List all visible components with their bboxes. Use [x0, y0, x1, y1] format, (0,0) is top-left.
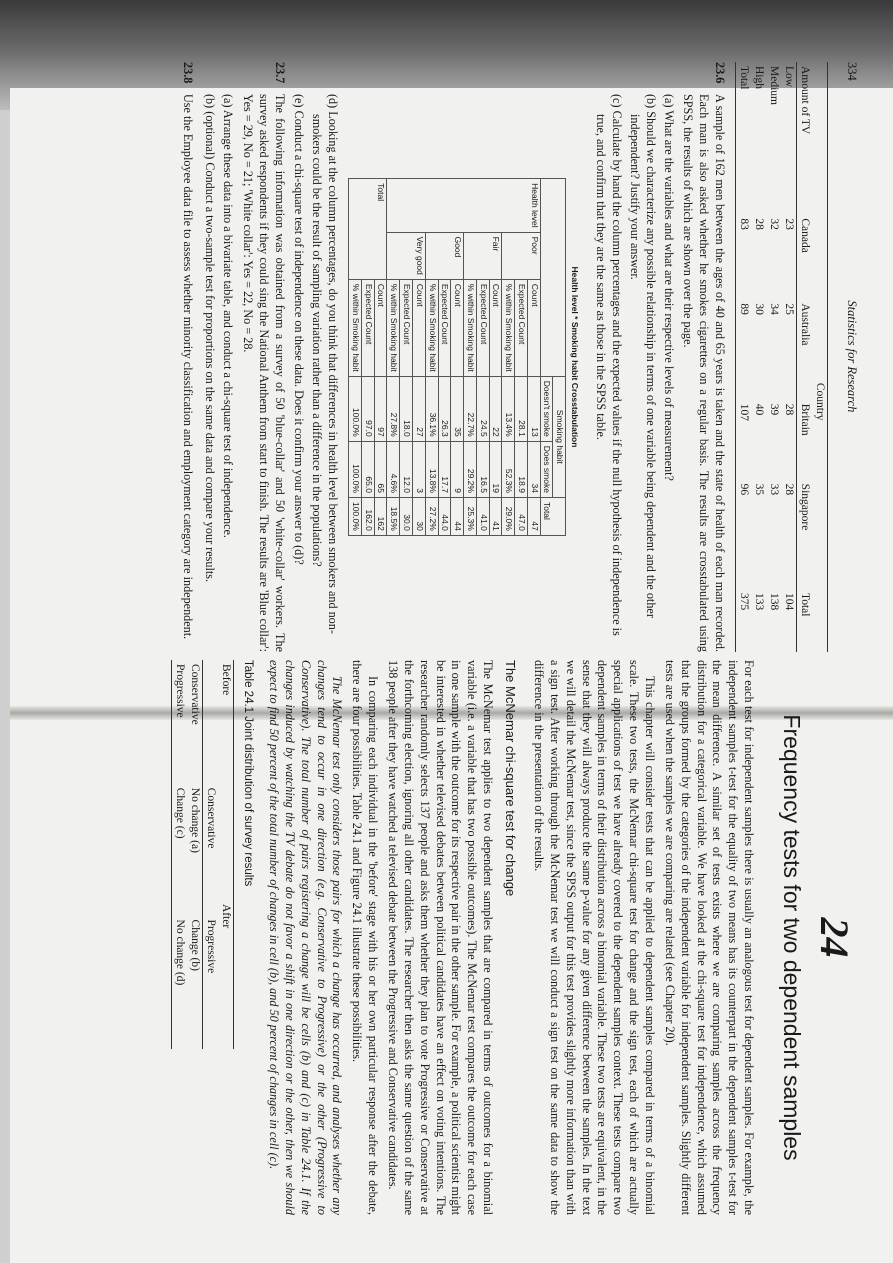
table-cell: 28.1 [515, 376, 528, 441]
table-cell: Change (c) [172, 784, 187, 916]
question-part-a: (a) What are the variables and what are their respective levels of measurement? [661, 94, 676, 481]
table-cell: Conservative [189, 664, 202, 725]
chapter-number: 24 [812, 917, 857, 958]
table-cell: 13.4% [502, 376, 515, 441]
question-part-b: (b) (optional) Conduct a two-sample test for proportions on the same data and compare your results. [203, 94, 218, 583]
crosstab-table [348, 178, 566, 536]
table-cell: 52.3% [502, 441, 515, 497]
joint-distribution-table [171, 660, 234, 1049]
table-cell: Low [782, 66, 795, 88]
table-cell: 27.8% [387, 376, 400, 441]
table-cell: 3 [413, 441, 426, 497]
table-cell: No change (a) [189, 787, 202, 853]
table-cell: 25.3% [464, 497, 477, 535]
column-header: Britain [796, 400, 811, 480]
question-23-8 [175, 62, 195, 652]
table-cell: 4.6% [387, 441, 400, 497]
health-level-label: Health level [387, 179, 540, 232]
table-cell: 89 [736, 299, 751, 399]
table-cell: 35 [451, 376, 464, 441]
table-row [172, 660, 187, 1049]
table-cell: Medium [767, 66, 780, 105]
chapter-title: Frequency tests for two dependent samples [779, 714, 805, 1161]
question-part-e: (e) Conduct a chi-square test of independence on these data. Does it confirm your answer to (d)? [292, 94, 307, 565]
stat-label: Count [489, 279, 502, 376]
table-row [413, 179, 426, 536]
column-header: Amount of TV [796, 62, 811, 214]
table-cell: 33 [767, 483, 780, 496]
column-header: Australia [796, 299, 811, 399]
table-row [451, 179, 464, 536]
table-cell: 28 [782, 403, 795, 416]
table-cell: 375 [736, 589, 751, 652]
table-cell: No change (d) [172, 916, 187, 1049]
table-cell: 32 [767, 218, 780, 230]
table-cell: 29.2% [464, 441, 477, 497]
stat-label: Expected Count [361, 279, 374, 376]
table-cell: 65.0 [361, 441, 374, 497]
stat-label: Count [413, 279, 426, 376]
table-cell: 162.0 [361, 497, 374, 535]
paragraph: For each test for independent samples there is usually an analogous test for dependent samples. For example, the independent samples t-test for the equality of two means has its counterpart in the dependent samples t-test for the mean difference. A similar set of tests exists where we are comparing samples across the frequency distribution for a categorical variable. We have looked at the chi-square test for independence, which assumed that the groups formed by the categories of the independent variable for independent samples. Slightly different tests are used when the samples we are comparing are related (see Chapter 20). [662, 660, 757, 1215]
question-text: A sample of 162 men between the ages of 40 and 65 years is taken and the state of health of each man recorded. Each man is also asked whether he smokes cigarettes on a regular basis. The results are crosstabulated using SPSS, the results of which are shown over the page. [681, 94, 728, 652]
table-cell: 19 [489, 441, 502, 497]
table-cell: 30 [753, 303, 765, 315]
health-group-label: Poor [502, 232, 540, 279]
right-page [30, 660, 860, 1215]
table-cell: 107 [736, 400, 751, 480]
table-cell: 30.0 [400, 497, 413, 535]
running-header [844, 62, 860, 652]
spss-crosstab [348, 62, 580, 652]
paragraph: This chapter will consider tests that can be applied to dependent samples compared in terms of a binomial scale. These two tests, the McNemar chi-square test for change and the sign test, each of which are actually special applications of test we have already covered to the dependent samples context. These tests compare two dependent samples in terms of their distribution across a binomial variable. These two tests are equivalent, in the sense that they will always produce the same p-value for any given difference between the samples. In the text we will detail the McNemar test, since the SPSS output for this test provides slightly more information than with a sign test. After working through the McNemar test we will conduct a sign test on the same data to show the difference in the presentation of the results. [531, 660, 657, 1215]
paragraph: The McNemar test only considers those pairs for which a change has occurred, and analyses whether any changes tend to occur in one direction (e.g. Conservative to Progressive) or the other (Progressive to Conservative). The total number of pairs registering a change will be cells (b) and (c) in Table 24.1. If the changes induced by watching the TV debate do not favor a shift in one direction or the other, then we should expect to find 50 percent of the total number of changes in cell (b), and 50 percent of changes in cell (c). [267, 660, 345, 1215]
stat-label: Count [527, 279, 540, 376]
col-progressive: Progressive [203, 916, 218, 1049]
paragraph: The McNemar test applies to two dependent samples that are compared in terms of outcomes for a binomial variable (i.e. a variable that has two possible outcomes). The McNemar test compares the outcome for each case in one sample with the outcome for its respective pair in the other sample. For example, a political scientist might be interested in whether televised debates between political candidates have an effect on voting intentions. The researcher randomly selects 137 people and asks them whether they plan to vote Progressive or Conservative at the forthcoming election, ignoring all other candidates. The researcher then asks the same question of the same 138 people after they have watched a televised debate between the Progressive and Conservative candidates. [386, 660, 496, 1215]
stat-label: Expected Count [400, 279, 413, 376]
table-cell: 27.2% [425, 497, 438, 535]
question-number: 23.7 [272, 62, 287, 84]
table-cell: Change (b) [189, 919, 202, 971]
stat-label: Expected Count [476, 279, 489, 376]
table-cell: 36.1% [425, 376, 438, 441]
column-header: Total [796, 589, 811, 652]
health-group-label: Very good [387, 232, 425, 279]
table-cell: 13.8% [425, 441, 438, 497]
table-cell: 34 [767, 303, 780, 315]
table-cell: 39 [767, 403, 780, 416]
question-part-b: (b) Should we characterize any possible relationship in terms of one variable being dependent and the other independent? Justify your answer. [627, 94, 658, 618]
stat-label: Expected Count [515, 279, 528, 376]
total-header: Total [540, 497, 566, 535]
table-cell: 29.0% [502, 497, 515, 535]
health-group-label: Good [425, 232, 463, 279]
table-cell: 41 [489, 497, 502, 535]
table-cell: 97 [374, 376, 387, 441]
stat-label: Count [374, 279, 387, 376]
stat-label: % within Smoking habit [425, 279, 438, 376]
table-cell: 40 [753, 403, 765, 416]
table-caption: Table 24.1 Joint distribution of survey results [242, 660, 255, 887]
table-cell: 26.3 [438, 376, 451, 441]
table-cell: 16.5 [476, 441, 489, 497]
table-cell: 104 [782, 593, 795, 611]
table-cell: 34 [527, 441, 540, 497]
table-cell: 96 [736, 480, 751, 589]
table-row [489, 179, 502, 536]
table-row [766, 62, 781, 652]
table-cell: 65 [374, 441, 387, 497]
column-header: Singapore [796, 480, 811, 589]
table-cell: Total [736, 62, 751, 214]
stat-label: Expected Count [438, 279, 451, 376]
stat-label: Count [451, 279, 464, 376]
page-number: 334 [845, 62, 859, 81]
table-cell: 97.0 [361, 376, 374, 441]
smoking-habit-header: Smoking habit [553, 376, 566, 497]
question-23-7 [199, 62, 286, 652]
table-cell: 12.0 [400, 441, 413, 497]
crosstab-title: Health level * Smoking habit Crosstabulation [570, 266, 581, 448]
after-label: After [218, 784, 233, 1049]
column-header: Canada [796, 214, 811, 299]
total-group-label: Total [349, 179, 387, 280]
table-cell: 41.0 [476, 497, 489, 535]
table-cell: 24.5 [476, 376, 489, 441]
question-text: Use the Employee data file to assess whether minority classification and employment category are independent. [181, 94, 196, 640]
table-cell: 100.0% [349, 497, 362, 535]
table-cell: 28 [782, 483, 795, 496]
table-cell: 133 [753, 593, 765, 611]
table-cell: 13 [527, 376, 540, 441]
question-part-c: (c) Calculate by hand the column percentages and the expected values if the null hypothesis of independence is true, and confirm that they are the same as those in the SPSS table. [594, 94, 624, 636]
table-row [781, 62, 796, 652]
left-page [30, 62, 860, 652]
table-cell: 22.7% [464, 376, 477, 441]
table-cell: 18.9 [515, 441, 528, 497]
stat-label: % within Smoking habit [349, 279, 362, 376]
table-cell: 100.0% [349, 441, 362, 497]
table-cell: 22 [489, 376, 502, 441]
question-text: The following information was obtained from a survey of 50 'blue-collar' and 50 'white-collar' workers. The survey asked respondents if they could sing the National Anthem from start to finish. The results are 'Blue collar': Yes = 29, No = 21; 'White collar': Yes = 22, No = 28. [240, 94, 287, 652]
table-cell: 28 [753, 218, 765, 230]
table-cell: 35 [753, 483, 765, 496]
table-cell: 47.0 [515, 497, 528, 535]
paragraph: In comparing each individual in the 'before' stage with his or her own particular response after the debate, there are four possibilities. Table 24.1 and Figure 24.1 illustrate these possibilities. [350, 660, 381, 1215]
table-cell: 27 [413, 376, 426, 441]
stat-label: % within Smoking habit [387, 279, 400, 376]
table-cell: 100.0% [349, 376, 362, 441]
table-row [187, 660, 202, 1049]
table-cell: Progressive [172, 660, 187, 784]
table-cell: 9 [451, 441, 464, 497]
running-head: Statistics for Research [845, 300, 859, 413]
country-header: Country [812, 214, 827, 589]
table-row [736, 62, 751, 652]
table-cell: 30 [413, 497, 426, 535]
question-part-a: (a) Arrange these data into a bivariate table, and conduct a chi-square test of independence. [221, 94, 236, 538]
table-cell: 44.0 [438, 497, 451, 535]
table-cell: 18.0 [400, 376, 413, 441]
tv-table [735, 62, 828, 652]
table-cell: High [753, 66, 765, 89]
table-cell: 17.7 [438, 441, 451, 497]
table-cell: 18.5% [387, 497, 400, 535]
table-cell: 23 [782, 218, 795, 230]
section-heading: The McNemar chi-square test for change [503, 660, 519, 897]
question-23-6 [590, 62, 727, 652]
table-cell: 83 [736, 214, 751, 299]
health-group-label: Fair [464, 232, 502, 279]
stat-label: % within Smoking habit [502, 279, 515, 376]
table-cell: 47 [527, 497, 540, 535]
table-cell: 138 [767, 593, 780, 611]
doesnt-smoke-header: Doesn't smoke [540, 376, 553, 441]
question-number: 23.8 [181, 62, 196, 84]
table-row [527, 179, 540, 536]
col-conservative: Conservative [203, 784, 218, 916]
question-part-d: (d) Looking at the column percentages, do you think that differences in health level between smokers and non-smokers could be the result of sampling variation rather than a difference in the populations? [310, 94, 341, 634]
question-number: 23.6 [713, 62, 728, 84]
before-label: Before [218, 660, 233, 784]
stat-label: % within Smoking habit [464, 279, 477, 376]
table-row [751, 62, 766, 652]
table-cell: 44 [451, 497, 464, 535]
does-smoke-header: Does smoke [540, 441, 553, 497]
table-cell: 162 [374, 497, 387, 535]
table-row [374, 179, 387, 536]
table-cell: 25 [782, 303, 795, 315]
